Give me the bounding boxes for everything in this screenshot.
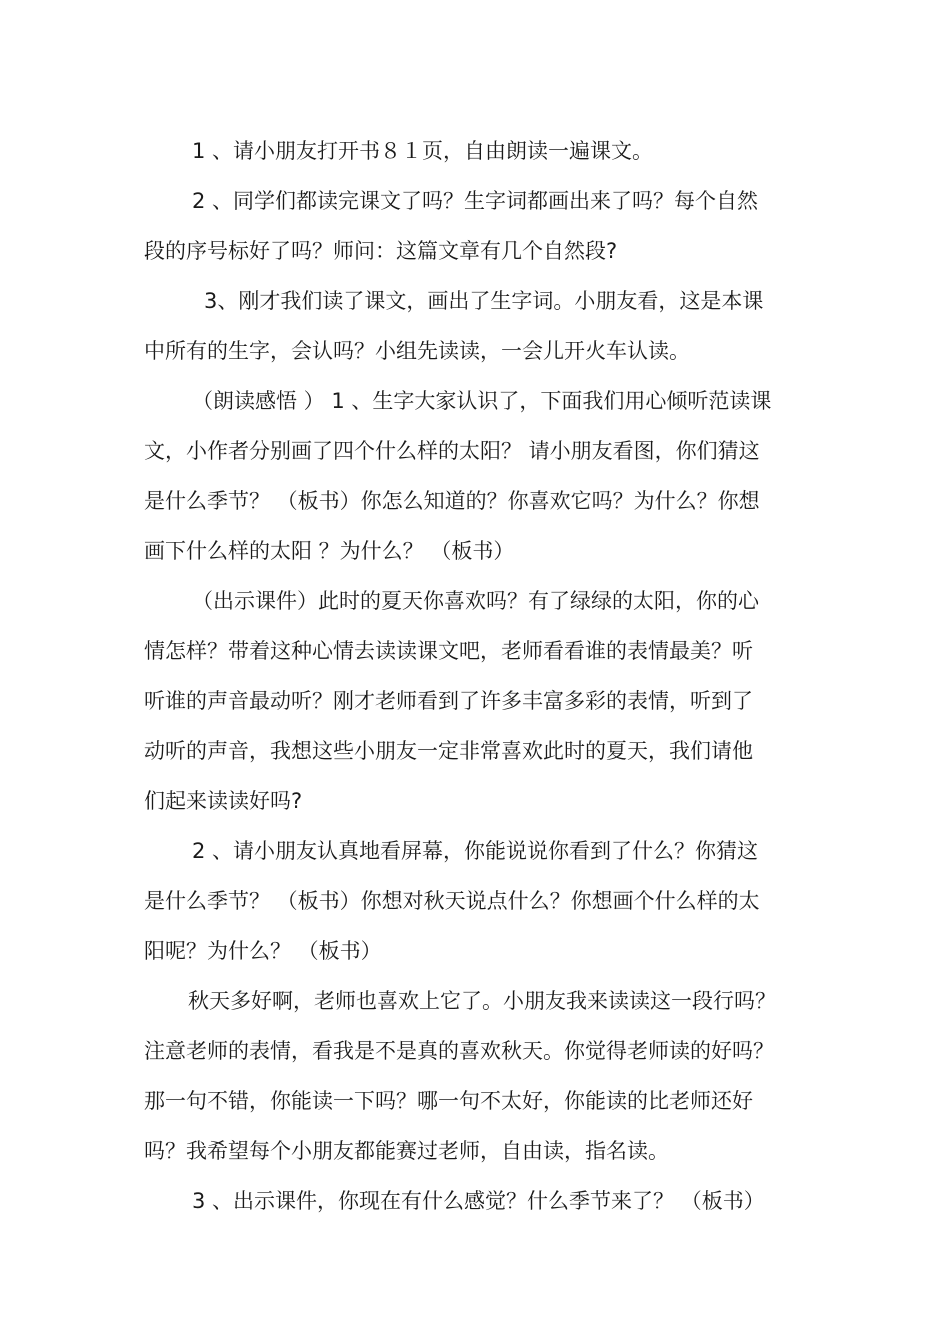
text-line: （出示课件）此时的夏天你喜欢吗？有了绿绿的太阳，你的心 xyxy=(192,589,759,613)
text-line: 情怎样？带着这种心情去读读课文吧，老师看看谁的表情最美？听 xyxy=(144,639,753,663)
text-line: 中所有的生字，会认吗？小组先读读，一会儿开火车认读。 xyxy=(144,339,690,363)
text-line: 2 、请小朋友认真地看屏幕，你能说说你看到了什么？你猜这 xyxy=(192,839,759,863)
text-line: 注意老师的表情，看我是不是真的喜欢秋天。你觉得老师读的好吗？ xyxy=(144,1039,774,1063)
text-line: 动听的声音，我想这些小朋友一定非常喜欢此时的夏天，我们请他 xyxy=(144,739,753,763)
text-line: 吗？我希望每个小朋友都能赛过老师，自由读，指名读。 xyxy=(144,1139,669,1163)
text-line: 是什么季节？ （板书）你怎么知道的？你喜欢它吗？为什么？你想 xyxy=(144,489,760,513)
text-line: 2 、同学们都读完课文了吗？生字词都画出来了吗？每个自然 xyxy=(192,189,759,213)
text-line: 听谁的声音最动听？刚才老师看到了许多丰富多彩的表情，听到了 xyxy=(144,689,753,713)
text-line: （朗读感悟 ） 1 、生字大家认识了，下面我们用心倾听范读课 xyxy=(192,389,772,413)
text-line: 3、刚才我们读了课文，画出了生字词。小朋友看，这是本课 xyxy=(204,289,764,313)
text-line: 文，小作者分别画了四个什么样的太阳？ 请小朋友看图，你们猜这 xyxy=(144,439,760,463)
text-line: 们起来读读好吗? xyxy=(144,789,303,813)
text-line: 那一句不错，你能读一下吗？哪一句不太好，你能读的比老师还好 xyxy=(144,1089,753,1113)
text-line: 是什么季节？ （板书）你想对秋天说点什么？你想画个什么样的太 xyxy=(144,889,760,913)
text-line: 秋天多好啊，老师也喜欢上它了。小朋友我来读读这一段行吗？ xyxy=(188,989,776,1013)
text-line: 画下什么样的太阳 ？为什么？ （板书） xyxy=(144,539,515,563)
text-line: 1 、请小朋友打开书８１页，自由朗读一遍课文。 xyxy=(192,139,654,163)
text-line: 段的序号标好了吗？师问：这篇文章有几个自然段? xyxy=(144,239,618,263)
text-line: 3 、出示课件，你现在有什么感觉？什么季节来了？ （板书） xyxy=(192,1189,765,1213)
text-line: 阳呢？为什么？ （板书） xyxy=(144,939,382,963)
